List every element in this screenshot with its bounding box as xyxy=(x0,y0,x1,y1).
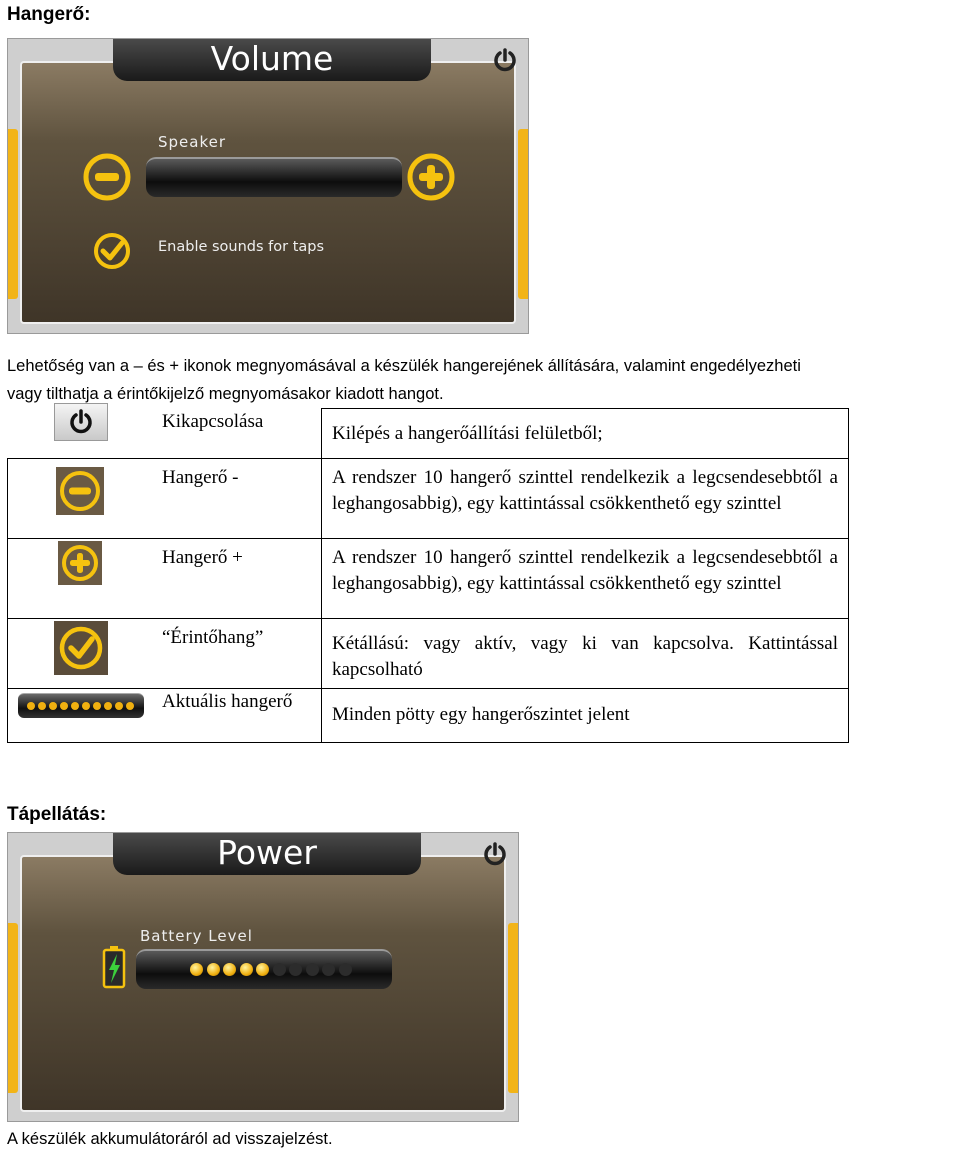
volume-slider[interactable] xyxy=(146,157,402,197)
table-icon-cell xyxy=(8,409,159,459)
table-row xyxy=(8,409,849,459)
enable-sounds-label: Enable sounds for taps xyxy=(158,239,325,255)
power-icon xyxy=(54,403,108,441)
volume-screen-title: Volume xyxy=(113,39,431,81)
row-name: Aktuális hangerő xyxy=(162,691,293,712)
table-name-cell xyxy=(158,689,322,743)
left-rail xyxy=(8,923,18,1093)
table-row xyxy=(8,689,849,743)
table-name-cell xyxy=(158,619,322,689)
power-heading: Tápellátás: xyxy=(7,804,107,825)
table-row xyxy=(8,459,849,539)
row-description: A rendszer 10 hangerő szinttel rendelkezik a legcsendesebbtől a leghangosabbig), egy kattintással csökkenthető egy szinttel xyxy=(332,547,838,594)
row-description: A rendszer 10 hangerő szinttel rendelkezik a legcsendesebbtől a leghangosabbig), egy kattintással csökkenthető egy szinttel xyxy=(332,467,838,514)
table-desc-cell xyxy=(322,409,849,459)
tap-sound-check-icon[interactable] xyxy=(92,231,132,271)
battery-icon xyxy=(102,945,126,989)
volume-screen xyxy=(7,38,529,334)
volume-minus-icon[interactable] xyxy=(82,152,132,202)
minus-icon xyxy=(56,467,104,515)
table-icon-cell xyxy=(8,689,159,743)
speaker-label: Speaker xyxy=(158,133,227,151)
table-name-cell xyxy=(158,409,322,459)
battery-dot xyxy=(339,963,352,976)
battery-dot xyxy=(207,963,220,976)
volume-heading: Hangerő: xyxy=(7,4,91,25)
table-name-cell xyxy=(158,539,322,619)
row-name: Hangerő + xyxy=(162,547,243,568)
power-icon[interactable] xyxy=(482,841,508,867)
volume-description-line-2: vagy tilthatja a érintőkijelző megnyomásakor kiadott hangot. xyxy=(7,385,444,403)
volume-plus-icon[interactable] xyxy=(406,152,456,202)
battery-dot xyxy=(223,963,236,976)
battery-dot xyxy=(256,963,269,976)
row-name: “Érintőhang” xyxy=(162,627,264,648)
table-icon-cell xyxy=(8,539,159,619)
volume-description-line-1: Lehetőség van a – és + ikonok megnyomásával a készülék hangerejének állítására, valamint engedélyezheti xyxy=(7,357,801,375)
power-screen-panel xyxy=(20,855,506,1112)
row-description: Kilépés a hangerőállítási felületből; xyxy=(332,423,603,444)
right-rail xyxy=(508,923,518,1093)
table-desc-cell xyxy=(322,539,849,619)
power-screen-title: Power xyxy=(113,833,421,875)
battery-dot xyxy=(322,963,335,976)
volume-screen-panel xyxy=(20,61,516,324)
check-icon xyxy=(54,621,108,675)
volume-dots-icon xyxy=(18,693,144,718)
table-desc-cell xyxy=(322,619,849,689)
table-icon-cell xyxy=(8,619,159,689)
table-desc-cell xyxy=(322,689,849,743)
row-name: Hangerő - xyxy=(162,467,239,488)
row-description: Kétállású: vagy aktív, vagy ki van kapcsolva. Kattintással kapcsolható xyxy=(332,633,838,680)
battery-level-label: Battery Level xyxy=(140,927,253,945)
right-rail xyxy=(518,129,528,299)
volume-controls-table xyxy=(7,408,849,743)
power-icon[interactable] xyxy=(492,47,518,73)
row-description: Minden pötty egy hangerőszintet jelent xyxy=(332,703,630,725)
power-screen xyxy=(7,832,519,1122)
battery-level-bar xyxy=(136,949,392,989)
battery-dot xyxy=(240,963,253,976)
battery-dot xyxy=(289,963,302,976)
plus-icon xyxy=(58,541,102,585)
battery-dot xyxy=(306,963,319,976)
battery-dot xyxy=(190,963,203,976)
table-row xyxy=(8,619,849,689)
power-description: A készülék akkumulátoráról ad visszajelzést. xyxy=(7,1130,333,1148)
left-rail xyxy=(8,129,18,299)
table-desc-cell xyxy=(322,459,849,539)
table-name-cell xyxy=(158,459,322,539)
battery-dot xyxy=(273,963,286,976)
table-icon-cell xyxy=(8,459,159,539)
table-row xyxy=(8,539,849,619)
row-name: Kikapcsolása xyxy=(162,410,264,432)
